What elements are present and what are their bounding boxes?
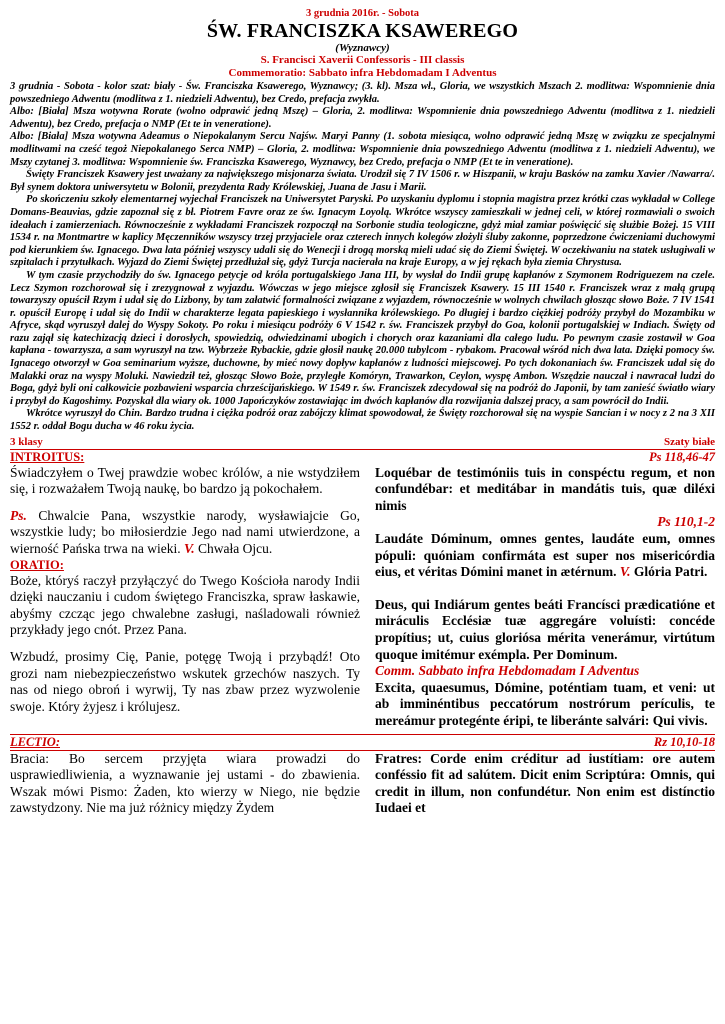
latin-commemoration-label: Comm. Sabbato infra Hebdomadam I Adventus [375, 663, 640, 679]
lectio-label: LECTIO: [10, 734, 60, 749]
biography-paragraph: Po skończeniu szkoły elementarnej wyjechał Franciszek na Uniwersytet Paryski. Po uzyskaniu dyplomu i stopnia magistra przez krótki czas wykładał w College Domans-Beauvias, gdzie zapoznał się z bł. Piotrem Favre oraz ze św. Ignacym Loyolą. Wkrótce wszyscy zamieszkali w jednej celi, w której rozmawiali o swoich ideałach i zamierzeniach. Równocześnie z wykładami Franciszek rozpoczął na Sorbonie studia teologiczne, gdyż miał zamiar poświęcić się służbie Bożej. 15 VIII 1534 r. na Montmartre w kaplicy Męczenników wszyscy trzej przyjaciele oraz czterech innych kolegów złożyli śluby zakonne, poprzedzone ćwiczeniami duchowymi pod kierunkiem św. Ignacego. Dwa lata później wszyscy udali się do Wenecji i drogą morską mieli udać się do Ziemi Świętej. W oczekiwaniu na statek usługiwali w szpitalach i przytułkach. Wyjazd do Ziemi Świętej przedłużał się, gdyż Turcja nacierała na kraje Europy, a w jej rękach była ziemia Chrystusa. [10, 194, 715, 269]
biography-paragraph: Święty Franciszek Ksawery jest uważany za największego misjonarza świata. Urodził się 7 IV 1506 r. w Hiszpanii, w kraju Basków na zamku Xavier /Nawarra/. Był synem doktora uniwersytetu w Bolonii, prezydenta Rady Królewskiej, Juana de Jasu i Marii. [10, 169, 715, 193]
introitus-polish-text: Świadczyłem o Twej prawdzie wobec królów, a nie wstydziłem się, i rozważałem Twoją naukę, bo bardzo ją pokochałem. [10, 464, 360, 497]
latin-psalm-text: Laudáte Dóminum, omnes gentes, laudáte eum, omnes pópuli: quóniam confirmáta est super nos misericórdia eius, et véritas Dómini manet in ætérnum. [375, 531, 715, 580]
spacer [375, 581, 715, 597]
rubric-intro [10, 81, 715, 169]
biography-paragraph: Wkrótce wyruszył do Chin. Bardzo trudna i ciężka podróż oraz zabójczy klimat spowodował, że Święty rozchorował się na wyspie Sancian i w nocy z 2 na 3 XII 1552 r. oddał Bogu ducha w 46 roku życia. [10, 408, 715, 433]
vestment-label: Szaty białe [663, 435, 715, 448]
lectio-reference: Rz 10,10-18 [653, 734, 715, 749]
versicle-label: V. [183, 541, 195, 556]
rubric-paragraph: Albo: [Biała] Msza wotywna Rorate (wolno odprawić jedną Mszę) – Gloria, 2. modlitwa: Wspomnienie dnia powszedniego Adwentu (modlitwa z 1. niedzieli Adwentu), bez Credo, prefacja o NMP (Et te in veneratione). [10, 106, 715, 130]
introitus-columns [10, 465, 715, 730]
date-line: 3 grudnia 2016r. - Sobota [305, 8, 420, 19]
introitus-label: INTROITUS: [10, 449, 85, 464]
page-title: ŚW. FRANCISZKA KSAWEREGO [206, 20, 519, 42]
class-bar [10, 436, 715, 449]
page-subtitle: (Wyznawcy) [335, 42, 390, 54]
introitus-polish [10, 465, 360, 730]
commemoration-title: Commemoratio: Sabbato infra Hebdomadam I Adventus [228, 67, 497, 79]
rubric-paragraph: 3 grudnia - Sobota - kolor szat: biały - Św. Franciszka Ksawerego, Wyznawcy; (3. kl). Msza wł., Gloria, we wszystkich Mszach 2. modlitwa: Wspomnienie dnia powszedniego Adwentu (modlitwa z 1. niedzieli Adwentu), bez Credo, prefacja zwykła. [10, 81, 715, 105]
psalm-text: Chwalcie Pana, wszystkie narody, wysławiajcie Go, wszystkie ludy; bo miłosierdzie Jego nad nami utwierdzone, a wierność Pańska trwa na wieki. [10, 507, 360, 556]
latin-versicle-label: V. [619, 564, 631, 580]
versicle-text: Chwała Ojcu. [194, 541, 273, 556]
introitus-latin [375, 465, 715, 730]
oratio-latin-commemoration: Excita, quaesumus, Dómine, poténtiam tuam, et veni: ut ab imminéntibus peccatórum nostrórum perículis, te mereámur protegénte éripi, te liberánte salvári: Qui vivis. [375, 679, 715, 728]
lectio-columns [10, 751, 715, 817]
rubric-paragraph: Albo: [Biała] Msza wotywna Adeamus o Niepokalanym Sercu Najśw. Maryi Panny (1. sobota miesiąca, wolno odprawić jedną Mszę w związku ze specjalnymi modlitwami na cześć tegoż Niepokalanego Serca NMP) – Gloria, 2. modlitwa: Wspomnienie dnia powszedniego Adwentu (modlitwa z 1. niedzieli Adwentu), we Mszy czytanej 3. modlitwa: Wspomnienie św. Franciszka Ksawerego, Wyznawcy, bez Credo, prefacja o NMP (Et te in veneratione). [10, 131, 715, 168]
lectio-latin [375, 751, 715, 817]
oratio-polish-commemoration: Wzbudź, prosimy Cię, Panie, potęgę Twoją i przybądź! Oto grozi nam niebezpieczeństwo wskutek grzechów naszych. Ty nas od niego obroń i wyrwij, Ty nas zbaw przez wyzwolenie swoje. Który żyjesz i królujesz. [10, 648, 360, 714]
psalm-label: Ps. [10, 507, 27, 523]
lectio-polish [10, 751, 360, 817]
lectio-latin-text: Fratres: Corde enim créditur ad iustítiam: ore autem conféssio fit ad salútem. Dicit enim Scriptúra: Omnis, qui credit in illum, non confundétur. Non enim est distínctio Iudaei et [375, 750, 715, 816]
page [10, 0, 715, 817]
biography [10, 169, 715, 433]
introitus-header [10, 450, 715, 465]
spacer [10, 639, 360, 649]
introitus-reference: Ps 118,46-47 [649, 449, 715, 464]
oratio-polish-text: Boże, któryś raczył przyłączyć do Twego Kościoła narody Indii dzięki nauczaniu i cudom świętego Franciszka, spraw łaskawie, abyśmy czcząc jego chwalebne zasługi, naśladowali również przykłady jego cnót. Przez Pana. [10, 572, 360, 638]
latin-versicle-text: Glória Patri. [630, 564, 708, 580]
lectio-polish-text: Bracia: Bo sercem przyjęta wiara prowadzi do usprawiedliwienia, a wyznawanie jej ustami - do zbawienia. Wszak mówi Pismo: Żaden, kto wierzy w Niego, nie będzie zawstydzony. Nie ma już różnicy między Żydem [10, 750, 360, 816]
oratio-label: ORATIO: [10, 557, 64, 572]
spacer [10, 498, 360, 508]
biography-paragraph: W tym czasie przychodziły do św. Ignacego petycje od króla portugalskiego Jana III, by wysłał do Indii grupę kapłanów z Szymonem Rodriguezem na czele. Lecz Szymon rozchorował się i zrezygnował z wyjazdu. Wówczas w jego miejsce zgłosił się Franciszek Ksawery. 15 III 1540 r. Franciszek wraz z małą grupą towarzyszy opuścił Rzym i udał się do Lizbony, by tam załatwić formalności związane z wyjazdem, równocześnie w wolnych chwilach głosząc słowo Boże. 7 IV 1541 r. opuścił Europę i udał się do Indii w charakterze legata papieskiego i wysłannika królewskiego. Po długiej i bardzo ciężkiej podróży przybył do Mozambiku w Afryce, skąd wyruszył dalej do Wyspy Sokoty. Po roku i miesiącu podróży 6 V 1542 r. św. Franciszek przybył do Goa, kolonii portugalskiej w Indiach. Święty od razu zajął się katechizacją dzieci i dorosłych, spowiedzią, odwiedzinami ubogich i chorych oraz kazaniami dla całego ludu. Po pewnym czasie zostawił w Goa kapłana - towarzysza, a sam wyruszył na tzw. Wybrzeże Rybackie, gdzie głosił naukę 20.000 tubylcom - rybakom. Pracował wśród nich dwa lata. Dzięki pomocy św. Ignacego otworzył w Goa seminarium wyższe, duchowne, by mieć nowy dopływ kapłanów z ludności miejscowej. Po tych dokonaniach św. Franciszek udał się do Malakki oraz na wyspy Moluki. Nawiedził też, głosząc Słowo Boże, przyległe Komóryn, Trawarkon, Ceylon, wyspę Ambon. Wszędzie nauczał i nawracał ludzi do Boga, gdyż byli oni całkowicie pozbawieni wsparcia chrześcijańskiego. W 1549 r. św. Franciszek zdecydował się na podróż do Japonii, by tam zanieść światło wiary i przybył do Kagoshimy. Pozyskał dla wiary ok. 1000 Japończyków zostawiając im dwóch kapłanów dla rozwijania dalszej pracy, a sam powrócił do Indii. [10, 269, 715, 407]
latin-psalm-reference: Ps 110,1-2 [657, 514, 715, 530]
introitus-polish-psalm [10, 508, 360, 558]
oratio-latin-text: Deus, qui Indiárum gentes beáti Francísci prædicatióne et miráculis Ecclésiæ tuæ aggregáre voluísti: concéde propítius; ut, cuius gloriósa mérita venerámur, virtútum quoque imitémur exémpla. Per Dominum. [375, 596, 715, 662]
class-label: 3 klasy [10, 435, 43, 448]
introitus-latin-psalm [375, 531, 715, 581]
lectio-header [10, 735, 715, 750]
introitus-latin-text: Loquébar de testimóniis tuis in conspéctu regum, et non confundébar: et meditábar in mandátis tuis, quæ diléxi nimis [375, 464, 715, 513]
latin-feast-name: S. Francisci Xaverii Confessoris - III classis [260, 54, 465, 66]
